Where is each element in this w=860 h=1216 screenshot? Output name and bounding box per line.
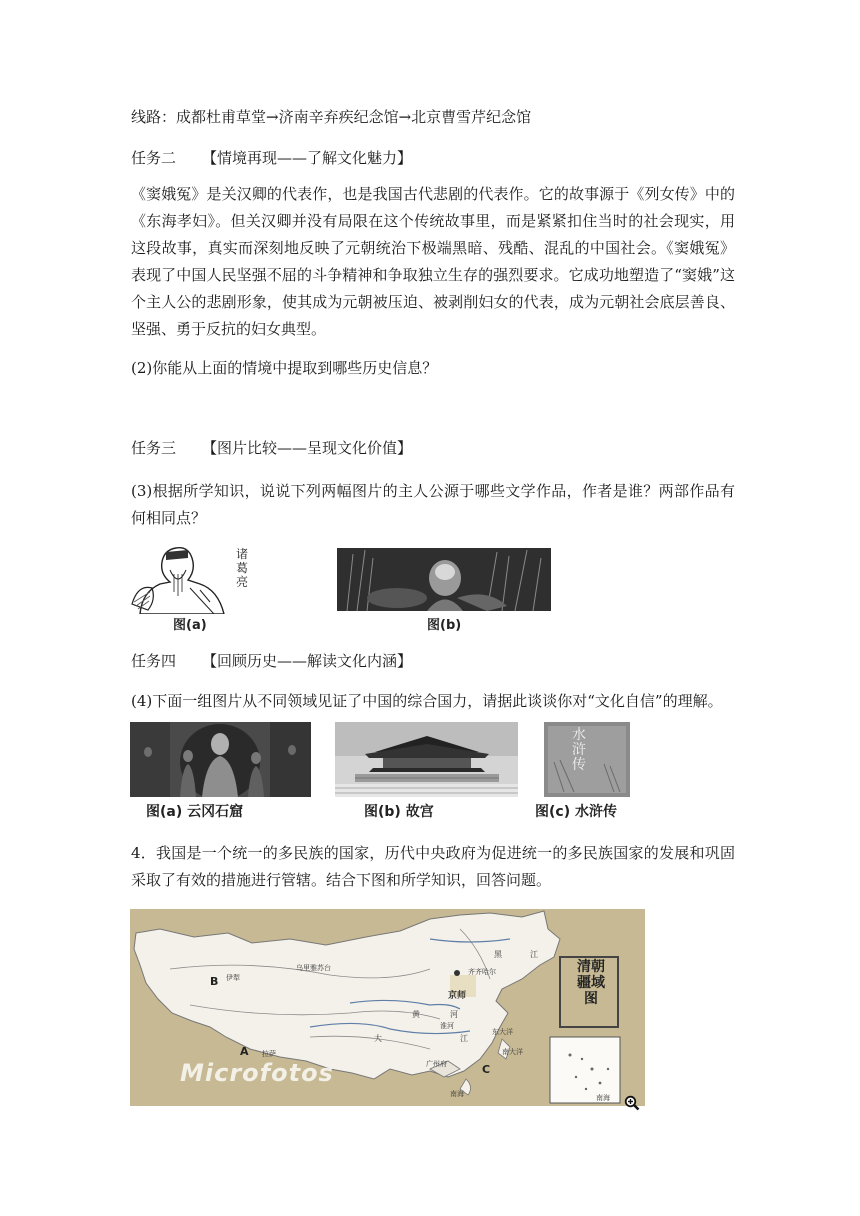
fig3a-caption: 图(a) (173, 618, 207, 633)
map-label-he: 河 (450, 1010, 458, 1019)
qing-territory-map (130, 909, 645, 1106)
question-main: 4．我国是一个统一的多民族的国家，历代中央政府为促进统一的多民族国家的发展和巩固采取了有效的措施进行管辖。结合下图和所学知识，回答问题。 (131, 844, 735, 889)
task2-heading (131, 147, 412, 169)
map-label-yangtze: 江 (460, 1034, 468, 1043)
monkey-king-image (337, 548, 551, 611)
question-3: (3)根据所学知识，说说下列两幅图片的主人公源于哪些文学作品，作者是谁？两部作品有何相同点？ (131, 482, 735, 527)
task2-label: 任务二 (131, 149, 177, 167)
passage: 《窦娥冤》是关汉卿的代表作，也是我国古代悲剧的代表作。它的故事源于《列女传》中的《东海孝妇》。但关汉卿并没有局限在这个传统故事里，而是紧紧扣住当时的社会现实，用这段故事，真实而深刻地反映了元朝统治下极端黑暗、残酷、混乱的中国社会。《窦娥冤》表现了中国人民坚强不屈的斗争精神和争取独立生存的强烈要求。它成功地塑造了“窦娥”这个主人公的悲剧形象，使其成为元朝被压迫、被剥削妇女的代表，成为元朝社会底层善良、坚强、勇于反抗的妇女典型。 (131, 185, 735, 338)
task4-heading (131, 650, 412, 672)
map-label-uliastai: 乌里雅苏台 (296, 964, 331, 972)
map-label-beijing: 京师 (448, 991, 467, 1001)
zoom-in-icon[interactable] (624, 1095, 640, 1111)
fig4a-caption: 图(a) 云冈石窟 (146, 804, 244, 820)
map-letter-c: C (482, 1063, 491, 1076)
map-label-lhasa: 拉萨 (262, 1050, 276, 1058)
map-label-qiqihar: 齐齐哈尔 (468, 968, 496, 976)
map-label-nanhai: 南海 (450, 1090, 464, 1098)
map-title: 清朝疆域图 (577, 959, 605, 1007)
map-label-black: 黑 (494, 950, 502, 959)
map-watermark: Microfotos (180, 1059, 334, 1087)
map-label-yili: 伊犁 (226, 974, 240, 982)
map-label-south-sea: 南大洋 (502, 1048, 523, 1056)
map-label-da: 大 (374, 1034, 382, 1043)
forbidden-city-image (335, 722, 518, 797)
water-margin-cover-image (544, 722, 630, 797)
map-label-huaihe: 淮河 (440, 1022, 454, 1030)
task2-title: 【情境再现——了解文化魅力】 (202, 149, 413, 167)
task4-title: 【回顾历史——解读文化内涵】 (202, 652, 413, 670)
map-label-nanhai-inset: 南海 (596, 1094, 610, 1102)
fig4b-caption: 图(b) 故宫 (364, 804, 434, 820)
yungang-grottoes-image (130, 722, 311, 797)
map-label-east-sea: 东大洋 (492, 1028, 513, 1036)
map-label-guangzhou: 广州府 (426, 1060, 447, 1068)
route-line: 线路：成都杜甫草堂→济南辛弃疾纪念馆→北京曹雪芹纪念馆 (131, 108, 532, 126)
task3-heading (131, 437, 412, 459)
fig4c-caption: 图(c) 水浒传 (535, 804, 617, 820)
map-label-huang: 黄 (412, 1010, 420, 1019)
task3-title: 【图片比较——呈现文化价值】 (202, 439, 413, 457)
map-letter-b: B (210, 975, 219, 988)
fig3b-caption: 图(b) (427, 618, 462, 633)
task3-label: 任务三 (131, 439, 177, 457)
question-2: (2)你能从上面的情境中提取到哪些历史信息？ (131, 359, 438, 377)
map-letter-a: A (240, 1045, 249, 1058)
map-label-jiang: 江 (530, 950, 538, 959)
zhuge-liang-vertical-text: 诸葛亮 (236, 547, 249, 589)
task4-label: 任务四 (131, 652, 177, 670)
water-margin-book-title: 水浒传 (572, 727, 586, 773)
question-4: (4)下面一组图片从不同领域见证了中国的综合国力，请据此谈谈你对“文化自信”的理解。 (131, 692, 723, 710)
